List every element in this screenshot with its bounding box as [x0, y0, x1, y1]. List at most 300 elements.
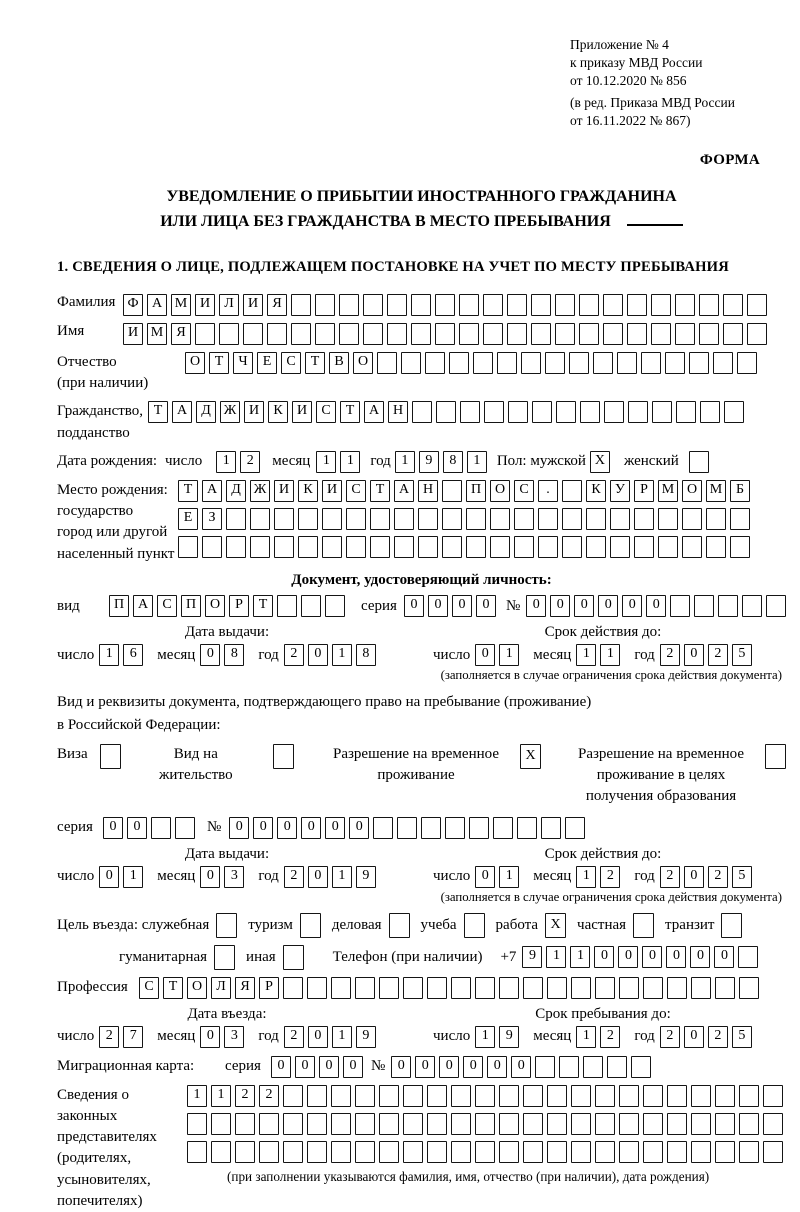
char-cell[interactable]: [436, 401, 456, 423]
char-cell[interactable]: Т: [209, 352, 229, 374]
char-cell[interactable]: [675, 323, 695, 345]
char-cell[interactable]: [523, 1085, 543, 1107]
char-cell[interactable]: 0: [319, 1056, 339, 1078]
char-cell[interactable]: [442, 536, 462, 558]
char-cell[interactable]: 1: [546, 946, 566, 968]
char-cell[interactable]: X: [590, 451, 610, 473]
checkbox-cell[interactable]: X: [520, 744, 541, 769]
char-cell[interactable]: 0: [690, 946, 710, 968]
char-cell[interactable]: 0: [343, 1056, 363, 1078]
char-cell[interactable]: [643, 1113, 663, 1135]
char-cell[interactable]: [617, 352, 637, 374]
char-cell[interactable]: [723, 323, 743, 345]
char-cell[interactable]: [565, 817, 585, 839]
char-cell[interactable]: Я: [267, 294, 287, 316]
char-cell[interactable]: [483, 294, 503, 316]
char-cell[interactable]: 1: [600, 644, 620, 666]
char-cell[interactable]: [699, 294, 719, 316]
char-cell[interactable]: 5: [732, 644, 752, 666]
char-cell[interactable]: Т: [370, 480, 390, 502]
char-cell[interactable]: [178, 536, 198, 558]
char-cell[interactable]: Л: [219, 294, 239, 316]
char-cell[interactable]: С: [514, 480, 534, 502]
char-cell[interactable]: [538, 536, 558, 558]
char-cell[interactable]: [603, 323, 623, 345]
char-cell[interactable]: [497, 352, 517, 374]
char-cell[interactable]: 9: [356, 1026, 376, 1048]
char-cell[interactable]: [523, 1141, 543, 1163]
char-cell[interactable]: [545, 352, 565, 374]
char-cell[interactable]: [571, 1113, 591, 1135]
char-cell[interactable]: [283, 977, 303, 999]
char-cell[interactable]: 0: [271, 1056, 291, 1078]
char-cell[interactable]: С: [346, 480, 366, 502]
char-cell[interactable]: 0: [574, 595, 594, 617]
char-cell[interactable]: 1: [570, 946, 590, 968]
char-cell[interactable]: 2: [708, 1026, 728, 1048]
char-cell[interactable]: [298, 536, 318, 558]
char-cell[interactable]: [331, 1141, 351, 1163]
char-cell[interactable]: [475, 1085, 495, 1107]
char-cell[interactable]: [691, 977, 711, 999]
char-cell[interactable]: 1: [211, 1085, 231, 1107]
char-cell[interactable]: [571, 977, 591, 999]
char-cell[interactable]: [363, 323, 383, 345]
char-cell[interactable]: [739, 1141, 759, 1163]
char-cell[interactable]: Р: [634, 480, 654, 502]
char-cell[interactable]: [325, 595, 345, 617]
char-cell[interactable]: 0: [476, 595, 496, 617]
char-cell[interactable]: 2: [240, 451, 260, 473]
char-cell[interactable]: [211, 1113, 231, 1135]
char-cell[interactable]: Т: [178, 480, 198, 502]
char-cell[interactable]: [427, 1141, 447, 1163]
char-cell[interactable]: 1: [332, 866, 352, 888]
char-cell[interactable]: 2: [99, 1026, 119, 1048]
char-cell[interactable]: У: [610, 480, 630, 502]
char-cell[interactable]: Н: [388, 401, 408, 423]
char-cell[interactable]: [490, 536, 510, 558]
char-cell[interactable]: [547, 1113, 567, 1135]
char-cell[interactable]: [346, 508, 366, 530]
char-cell[interactable]: [619, 977, 639, 999]
char-cell[interactable]: [595, 1141, 615, 1163]
char-cell[interactable]: 0: [308, 1026, 328, 1048]
char-cell[interactable]: [619, 1113, 639, 1135]
char-cell[interactable]: [691, 1085, 711, 1107]
char-cell[interactable]: [283, 1141, 303, 1163]
char-cell[interactable]: [211, 1141, 231, 1163]
char-cell[interactable]: [418, 508, 438, 530]
char-cell[interactable]: [379, 1113, 399, 1135]
char-cell[interactable]: Я: [235, 977, 255, 999]
char-cell[interactable]: [670, 595, 690, 617]
char-cell[interactable]: 0: [295, 1056, 315, 1078]
char-cell[interactable]: К: [298, 480, 318, 502]
char-cell[interactable]: 0: [475, 866, 495, 888]
char-cell[interactable]: 3: [224, 1026, 244, 1048]
char-cell[interactable]: [766, 595, 786, 617]
char-cell[interactable]: [631, 1056, 651, 1078]
char-cell[interactable]: [675, 294, 695, 316]
char-cell[interactable]: 2: [660, 1026, 680, 1048]
char-cell[interactable]: Б: [730, 480, 750, 502]
char-cell[interactable]: [665, 352, 685, 374]
char-cell[interactable]: [508, 401, 528, 423]
checkbox-cell[interactable]: [633, 913, 654, 938]
char-cell[interactable]: 0: [99, 866, 119, 888]
char-cell[interactable]: 1: [499, 866, 519, 888]
char-cell[interactable]: [643, 1141, 663, 1163]
char-cell[interactable]: 0: [598, 595, 618, 617]
char-cell[interactable]: [715, 977, 735, 999]
char-cell[interactable]: 1: [332, 644, 352, 666]
char-cell[interactable]: [532, 401, 552, 423]
char-cell[interactable]: Д: [226, 480, 246, 502]
char-cell[interactable]: [202, 536, 222, 558]
char-cell[interactable]: [484, 401, 504, 423]
char-cell[interactable]: [763, 1141, 783, 1163]
char-cell[interactable]: [250, 508, 270, 530]
char-cell[interactable]: Ж: [220, 401, 240, 423]
char-cell[interactable]: [307, 1141, 327, 1163]
char-cell[interactable]: [445, 817, 465, 839]
char-cell[interactable]: И: [123, 323, 143, 345]
char-cell[interactable]: А: [202, 480, 222, 502]
char-cell[interactable]: [641, 352, 661, 374]
char-cell[interactable]: 0: [526, 595, 546, 617]
char-cell[interactable]: [555, 323, 575, 345]
char-cell[interactable]: [499, 1085, 519, 1107]
char-cell[interactable]: [363, 294, 383, 316]
checkbox-cell[interactable]: [464, 913, 485, 938]
char-cell[interactable]: [562, 536, 582, 558]
char-cell[interactable]: [651, 294, 671, 316]
char-cell[interactable]: [283, 1085, 303, 1107]
char-cell[interactable]: 1: [499, 644, 519, 666]
char-cell[interactable]: [651, 323, 671, 345]
char-cell[interactable]: [435, 323, 455, 345]
char-cell[interactable]: [523, 1113, 543, 1135]
char-cell[interactable]: [723, 294, 743, 316]
char-cell[interactable]: 0: [200, 866, 220, 888]
char-cell[interactable]: 0: [684, 866, 704, 888]
char-cell[interactable]: Ч: [233, 352, 253, 374]
char-cell[interactable]: [730, 508, 750, 530]
checkbox-cell[interactable]: [100, 744, 121, 769]
char-cell[interactable]: С: [316, 401, 336, 423]
char-cell[interactable]: О: [205, 595, 225, 617]
char-cell[interactable]: [715, 1113, 735, 1135]
char-cell[interactable]: [473, 352, 493, 374]
char-cell[interactable]: [442, 480, 462, 502]
char-cell[interactable]: [556, 401, 576, 423]
char-cell[interactable]: [235, 1113, 255, 1135]
char-cell[interactable]: В: [329, 352, 349, 374]
char-cell[interactable]: [694, 595, 714, 617]
char-cell[interactable]: С: [157, 595, 177, 617]
char-cell[interactable]: [571, 1085, 591, 1107]
char-cell[interactable]: Т: [305, 352, 325, 374]
char-cell[interactable]: [442, 508, 462, 530]
char-cell[interactable]: 0: [684, 1026, 704, 1048]
char-cell[interactable]: [531, 323, 551, 345]
char-cell[interactable]: [397, 817, 417, 839]
char-cell[interactable]: О: [353, 352, 373, 374]
char-cell[interactable]: И: [244, 401, 264, 423]
char-cell[interactable]: [667, 1113, 687, 1135]
char-cell[interactable]: 0: [200, 1026, 220, 1048]
char-cell[interactable]: Я: [171, 323, 191, 345]
char-cell[interactable]: 2: [284, 1026, 304, 1048]
char-cell[interactable]: [667, 977, 687, 999]
char-cell[interactable]: [715, 1141, 735, 1163]
char-cell[interactable]: [421, 817, 441, 839]
char-cell[interactable]: [339, 323, 359, 345]
char-cell[interactable]: [531, 294, 551, 316]
char-cell[interactable]: [627, 294, 647, 316]
char-cell[interactable]: 2: [284, 866, 304, 888]
char-cell[interactable]: [514, 536, 534, 558]
char-cell[interactable]: 1: [123, 866, 143, 888]
char-cell[interactable]: 0: [475, 644, 495, 666]
char-cell[interactable]: [742, 595, 762, 617]
char-cell[interactable]: [195, 323, 215, 345]
char-cell[interactable]: [689, 451, 709, 473]
char-cell[interactable]: 5: [732, 866, 752, 888]
char-cell[interactable]: [322, 508, 342, 530]
char-cell[interactable]: 0: [308, 644, 328, 666]
char-cell[interactable]: [394, 508, 414, 530]
char-cell[interactable]: [387, 323, 407, 345]
char-cell[interactable]: [699, 323, 719, 345]
checkbox-cell[interactable]: [214, 945, 235, 970]
char-cell[interactable]: 8: [356, 644, 376, 666]
char-cell[interactable]: 1: [576, 644, 596, 666]
char-cell[interactable]: Р: [259, 977, 279, 999]
char-cell[interactable]: 2: [600, 866, 620, 888]
char-cell[interactable]: [466, 536, 486, 558]
char-cell[interactable]: 1: [187, 1085, 207, 1107]
char-cell[interactable]: [379, 977, 399, 999]
char-cell[interactable]: [412, 401, 432, 423]
char-cell[interactable]: [331, 1113, 351, 1135]
char-cell[interactable]: [718, 595, 738, 617]
char-cell[interactable]: К: [268, 401, 288, 423]
char-cell[interactable]: 2: [708, 866, 728, 888]
char-cell[interactable]: 0: [452, 595, 472, 617]
char-cell[interactable]: 0: [253, 817, 273, 839]
char-cell[interactable]: [475, 1113, 495, 1135]
char-cell[interactable]: [373, 817, 393, 839]
char-cell[interactable]: [579, 323, 599, 345]
char-cell[interactable]: [541, 817, 561, 839]
char-cell[interactable]: [700, 401, 720, 423]
char-cell[interactable]: 0: [391, 1056, 411, 1078]
char-cell[interactable]: [499, 1113, 519, 1135]
char-cell[interactable]: [175, 817, 195, 839]
char-cell[interactable]: О: [490, 480, 510, 502]
char-cell[interactable]: [514, 508, 534, 530]
char-cell[interactable]: [226, 536, 246, 558]
char-cell[interactable]: [243, 323, 263, 345]
char-cell[interactable]: [763, 1085, 783, 1107]
char-cell[interactable]: 1: [395, 451, 415, 473]
char-cell[interactable]: 9: [499, 1026, 519, 1048]
char-cell[interactable]: Н: [418, 480, 438, 502]
char-cell[interactable]: К: [586, 480, 606, 502]
char-cell[interactable]: О: [185, 352, 205, 374]
char-cell[interactable]: С: [139, 977, 159, 999]
char-cell[interactable]: Т: [253, 595, 273, 617]
char-cell[interactable]: [747, 294, 767, 316]
char-cell[interactable]: [569, 352, 589, 374]
char-cell[interactable]: [483, 323, 503, 345]
char-cell[interactable]: [523, 977, 543, 999]
char-cell[interactable]: [460, 401, 480, 423]
char-cell[interactable]: А: [147, 294, 167, 316]
char-cell[interactable]: 1: [576, 866, 596, 888]
char-cell[interactable]: [538, 508, 558, 530]
char-cell[interactable]: [403, 1085, 423, 1107]
char-cell[interactable]: 0: [349, 817, 369, 839]
char-cell[interactable]: 2: [600, 1026, 620, 1048]
char-cell[interactable]: [331, 977, 351, 999]
char-cell[interactable]: Е: [257, 352, 277, 374]
char-cell[interactable]: [691, 1141, 711, 1163]
char-cell[interactable]: [403, 1141, 423, 1163]
char-cell[interactable]: [706, 508, 726, 530]
char-cell[interactable]: 7: [123, 1026, 143, 1048]
char-cell[interactable]: [627, 323, 647, 345]
char-cell[interactable]: 0: [511, 1056, 531, 1078]
char-cell[interactable]: 1: [316, 451, 336, 473]
char-cell[interactable]: [607, 1056, 627, 1078]
char-cell[interactable]: Л: [211, 977, 231, 999]
char-cell[interactable]: И: [292, 401, 312, 423]
char-cell[interactable]: 0: [642, 946, 662, 968]
char-cell[interactable]: [427, 1113, 447, 1135]
char-cell[interactable]: 2: [259, 1085, 279, 1107]
char-cell[interactable]: [547, 1085, 567, 1107]
char-cell[interactable]: 1: [99, 644, 119, 666]
char-cell[interactable]: 0: [714, 946, 734, 968]
char-cell[interactable]: [379, 1085, 399, 1107]
char-cell[interactable]: [401, 352, 421, 374]
char-cell[interactable]: 0: [646, 595, 666, 617]
char-cell[interactable]: 0: [439, 1056, 459, 1078]
char-cell[interactable]: [739, 977, 759, 999]
char-cell[interactable]: М: [706, 480, 726, 502]
char-cell[interactable]: [658, 536, 678, 558]
char-cell[interactable]: Т: [148, 401, 168, 423]
char-cell[interactable]: Е: [178, 508, 198, 530]
char-cell[interactable]: 2: [708, 644, 728, 666]
char-cell[interactable]: [307, 977, 327, 999]
char-cell[interactable]: [315, 294, 335, 316]
char-cell[interactable]: [451, 1141, 471, 1163]
char-cell[interactable]: [667, 1141, 687, 1163]
checkbox-cell[interactable]: [283, 945, 304, 970]
char-cell[interactable]: 2: [235, 1085, 255, 1107]
char-cell[interactable]: 9: [522, 946, 542, 968]
char-cell[interactable]: [274, 536, 294, 558]
char-cell[interactable]: 0: [415, 1056, 435, 1078]
char-cell[interactable]: 0: [277, 817, 297, 839]
checkbox-cell[interactable]: [721, 913, 742, 938]
char-cell[interactable]: 0: [404, 595, 424, 617]
char-cell[interactable]: [603, 294, 623, 316]
char-cell[interactable]: [355, 977, 375, 999]
char-cell[interactable]: [355, 1113, 375, 1135]
char-cell[interactable]: [339, 294, 359, 316]
char-cell[interactable]: .: [538, 480, 558, 502]
char-cell[interactable]: А: [172, 401, 192, 423]
char-cell[interactable]: [235, 1141, 255, 1163]
char-cell[interactable]: [418, 536, 438, 558]
char-cell[interactable]: [499, 977, 519, 999]
char-cell[interactable]: [517, 817, 537, 839]
char-cell[interactable]: 1: [216, 451, 236, 473]
char-cell[interactable]: [451, 1113, 471, 1135]
char-cell[interactable]: [579, 294, 599, 316]
char-cell[interactable]: [355, 1141, 375, 1163]
checkbox-cell[interactable]: [389, 913, 410, 938]
char-cell[interactable]: [291, 323, 311, 345]
char-cell[interactable]: 0: [325, 817, 345, 839]
char-cell[interactable]: [643, 977, 663, 999]
char-cell[interactable]: [259, 1141, 279, 1163]
char-cell[interactable]: [739, 1113, 759, 1135]
char-cell[interactable]: [667, 1085, 687, 1107]
char-cell[interactable]: Ж: [250, 480, 270, 502]
char-cell[interactable]: [547, 1141, 567, 1163]
checkbox-cell[interactable]: [300, 913, 321, 938]
char-cell[interactable]: [466, 508, 486, 530]
char-cell[interactable]: [250, 536, 270, 558]
char-cell[interactable]: [427, 977, 447, 999]
char-cell[interactable]: М: [171, 294, 191, 316]
char-cell[interactable]: А: [133, 595, 153, 617]
char-cell[interactable]: [379, 1141, 399, 1163]
char-cell[interactable]: [619, 1141, 639, 1163]
char-cell[interactable]: 0: [666, 946, 686, 968]
char-cell[interactable]: 0: [487, 1056, 507, 1078]
char-cell[interactable]: 0: [428, 595, 448, 617]
char-cell[interactable]: [730, 536, 750, 558]
char-cell[interactable]: [493, 817, 513, 839]
char-cell[interactable]: И: [195, 294, 215, 316]
char-cell[interactable]: [593, 352, 613, 374]
char-cell[interactable]: [449, 352, 469, 374]
char-cell[interactable]: [689, 352, 709, 374]
char-cell[interactable]: 0: [463, 1056, 483, 1078]
char-cell[interactable]: [747, 323, 767, 345]
char-cell[interactable]: 1: [340, 451, 360, 473]
char-cell[interactable]: [595, 1085, 615, 1107]
char-cell[interactable]: [451, 1085, 471, 1107]
char-cell[interactable]: [691, 1113, 711, 1135]
char-cell[interactable]: 0: [229, 817, 249, 839]
char-cell[interactable]: [370, 508, 390, 530]
char-cell[interactable]: [507, 323, 527, 345]
checkbox-cell[interactable]: [216, 913, 237, 938]
char-cell[interactable]: 0: [550, 595, 570, 617]
char-cell[interactable]: [628, 401, 648, 423]
char-cell[interactable]: 2: [660, 866, 680, 888]
char-cell[interactable]: 2: [660, 644, 680, 666]
char-cell[interactable]: [475, 1141, 495, 1163]
